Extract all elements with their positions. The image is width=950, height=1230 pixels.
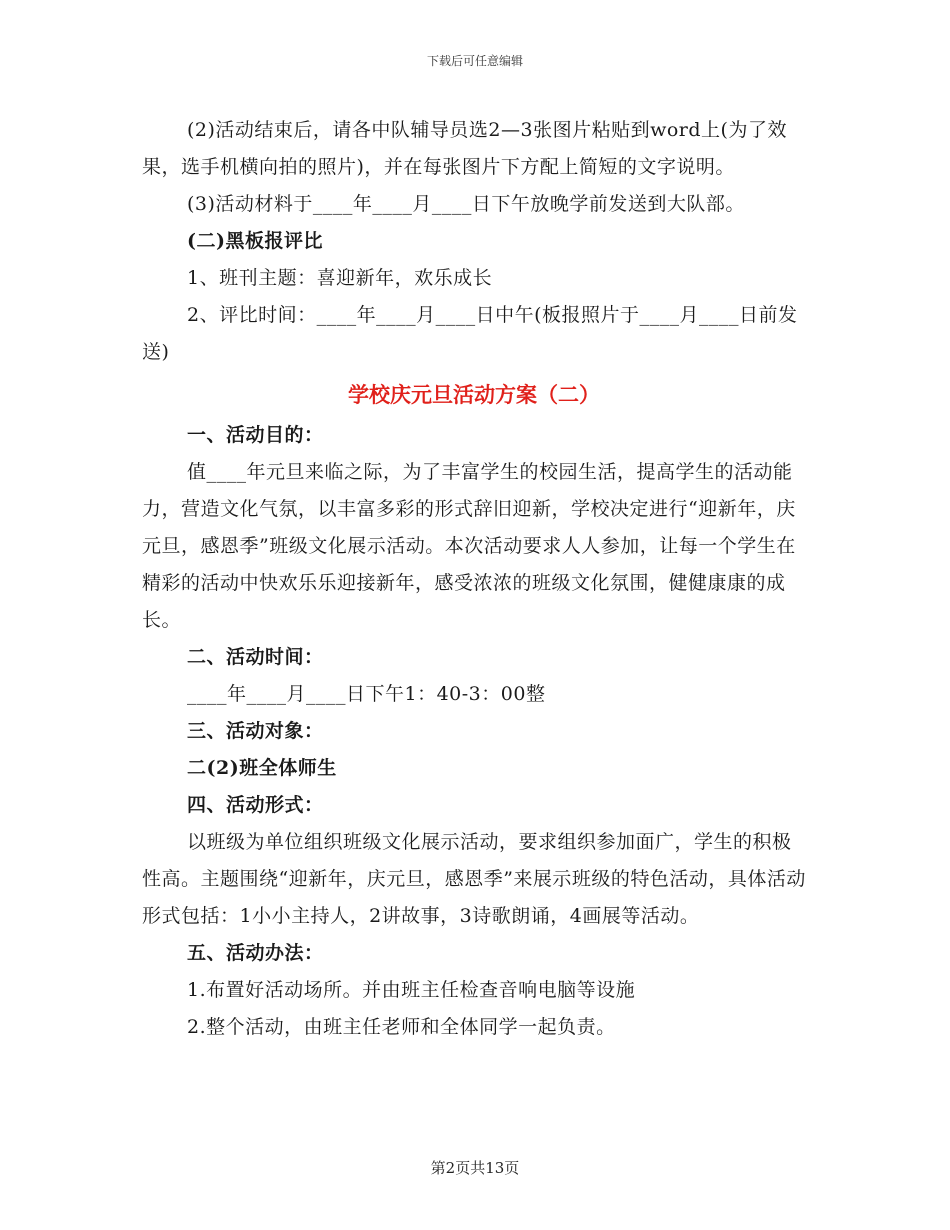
heading-time: 二、活动时间： bbox=[187, 646, 324, 668]
paragraph-purpose: 值____年元旦来临之际，为了丰富学生的校园生活，提高学生的活动能力，营造文化气氛，以丰富多彩的形式辞旧迎新，学校决定进行“迎新年，庆元旦，感恩季”班级文化展示活动。本次活动要求人人参加，让每一个学生在精彩的活动中快欢乐乐迎接新年，感受浓浓的班级文化氛围，健健康康的成长。 bbox=[142, 461, 796, 631]
heading-blackboard: (二)黑板报评比 bbox=[187, 230, 323, 252]
paragraph-theme: 1、班刊主题：喜迎新年，欢乐成长 bbox=[187, 267, 493, 289]
heading-participants: 三、活动对象： bbox=[187, 720, 324, 742]
paragraph-time: ____年____月____日下午1：40-3：00整 bbox=[187, 683, 546, 705]
paragraph-format: 以班级为单位组织班级文化展示活动，要求组织参加面广，学生的积极性高。主题围绕“迎新年，庆元旦，感恩季”来展示班级的特色活动，具体活动形式包括：1小小主持人，2讲故事，3诗歌朗诵，4画展等活动。 bbox=[142, 831, 806, 927]
paragraph-activity-end: (2)活动结束后，请各中队辅导员选2—3张图片粘贴到word上(为了效果，选手机横向拍的照片)，并在每张图片下方配上简短的文字说明。 bbox=[142, 119, 787, 178]
heading-purpose: 一、活动目的： bbox=[187, 424, 324, 446]
document-body bbox=[142, 112, 806, 1046]
paragraph-method-1: 1.布置好活动场所。并由班主任检查音响电脑等设施 bbox=[187, 979, 636, 1001]
paragraph-judging-time: 2、评比时间：____年____月____日中午(板报照片于____月____日前发送) bbox=[142, 304, 798, 363]
paragraph-method-2: 2.整个活动，由班主任老师和全体同学一起负责。 bbox=[187, 1016, 616, 1038]
page-footer: 第2页共13页 bbox=[430, 1159, 520, 1177]
section-title: 学校庆元旦活动方案（二） bbox=[348, 383, 600, 407]
heading-methods: 五、活动办法： bbox=[187, 942, 324, 964]
paragraph-participants: 二(2)班全体师生 bbox=[187, 757, 337, 779]
paragraph-material-deadline: (3)活动材料于____年____月____日下午放晚学前发送到大队部。 bbox=[187, 193, 745, 215]
page-header: 下载后可任意编辑 bbox=[426, 54, 523, 68]
heading-format: 四、活动形式： bbox=[187, 794, 324, 816]
